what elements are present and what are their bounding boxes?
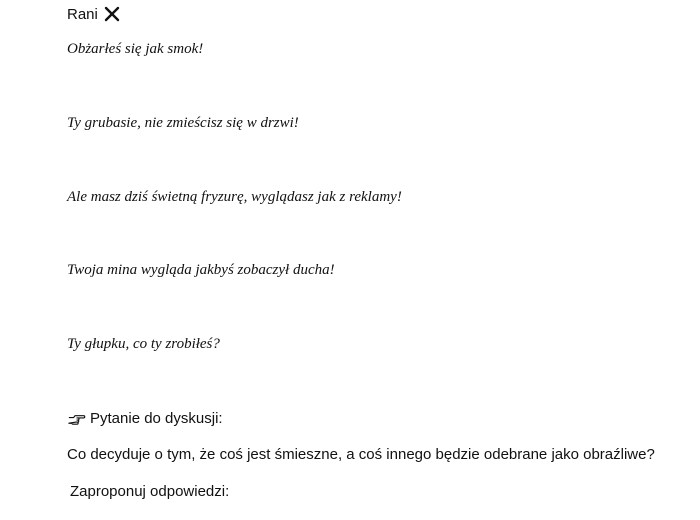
- sentence-5: Ty głupku, co ty zrobiłeś?: [67, 336, 220, 352]
- discussion-heading: [67, 409, 223, 428]
- header-label: Rani: [67, 5, 98, 23]
- sentence-2: Ty grubasie, nie zmieścisz się w drzwi!: [67, 115, 299, 131]
- propose-answers-label: Zaproponuj odpowiedzi:: [70, 483, 230, 500]
- sentence-4: Twoja mina wygląda jakbyś zobaczył ducha!: [67, 262, 335, 278]
- discussion-question: Co decyduje o tym, że coś jest śmieszne, a coś innego będzie odebrane jako obraźliwe?: [67, 446, 655, 463]
- header: [67, 4, 120, 24]
- discussion-label: Pytanie do dyskusji:: [90, 410, 223, 427]
- close-icon[interactable]: [104, 6, 120, 22]
- sentence-1: Obżarłeś się jak smok!: [67, 41, 204, 57]
- sentence-3: Ale masz dziś świetną fryzurę, wyglądasz jak z reklamy!: [67, 189, 402, 205]
- pointing-hand-icon: [67, 409, 86, 428]
